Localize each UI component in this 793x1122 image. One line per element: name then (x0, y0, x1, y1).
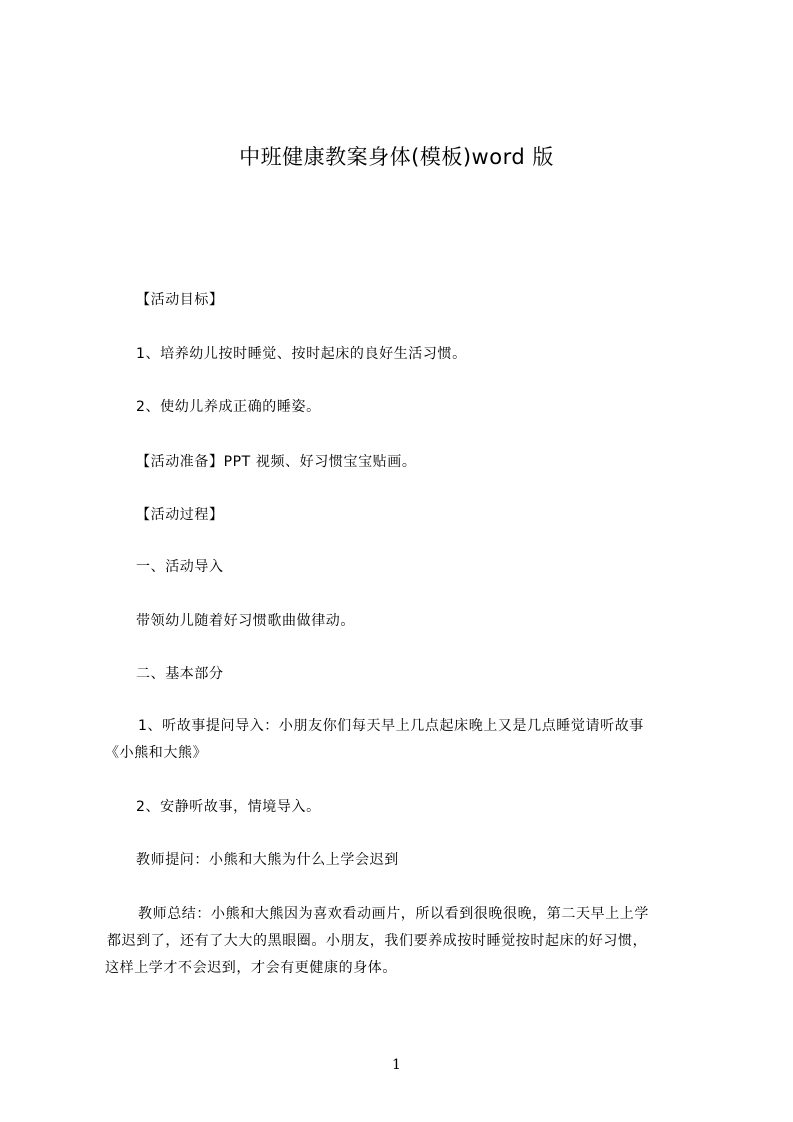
goal-heading: 【活动目标】 (136, 292, 224, 308)
goal-item-1: 1、培养幼儿按时睡觉、按时起床的良好生活习惯。 (136, 346, 467, 362)
step1-heading: 一、活动导入 (136, 559, 224, 575)
preparation-paragraph: 【活动准备】PPT 视频、好习惯宝宝贴画。 (136, 454, 417, 470)
page-number: 1 (392, 1057, 401, 1073)
teacher-summary-line1: 教师总结：小熊和大熊因为喜欢看动画片，所以看到很晚很晚，第二天早上上学 (138, 906, 649, 922)
step2-heading: 二、基本部分 (136, 666, 224, 682)
teacher-question: 教师提问：小熊和大熊为什么上学会迟到 (136, 852, 399, 868)
step2-item2: 2、安静听故事，情境导入。 (136, 799, 321, 815)
step2-item1-line2: 《小熊和大熊》 (105, 745, 208, 761)
step1-text: 带领幼儿随着好习惯歌曲做律动。 (136, 613, 355, 629)
teacher-summary-line3: 这样上学才不会迟到，才会有更健康的身体。 (105, 960, 397, 976)
document-title: 中班健康教案身体(模板)word 版 (239, 145, 554, 169)
goal-item-2: 2、使幼儿养成正确的睡姿。 (136, 399, 321, 415)
process-heading: 【活动过程】 (136, 507, 224, 523)
step2-item1-line1: 1、听故事提问导入：小朋友你们每天早上几点起床晚上又是几点睡觉请听故事 (138, 718, 644, 734)
teacher-summary-line2: 都迟到了，还有了大大的黑眼圈。小朋友，我们要养成按时睡觉按时起床的好习惯， (107, 933, 648, 949)
